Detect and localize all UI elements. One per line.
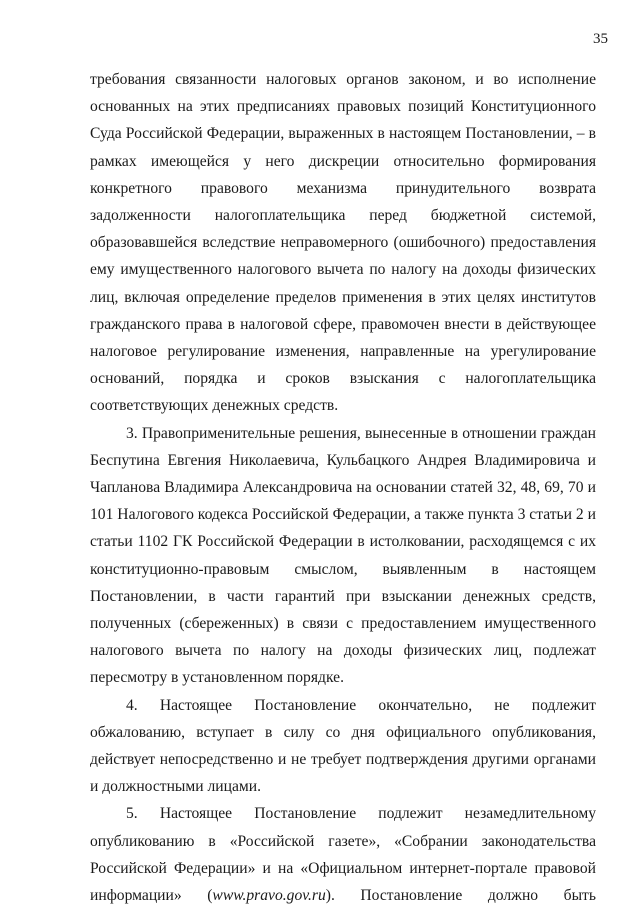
pravo-link[interactable]: www.pravo.gov.ru [212,887,326,905]
paragraph-3: 3. Правоприменительные решения, вынесенные в отношении граждан Беспутина Евгения Николаевича, Кульбацкого Андрея Владимировича и Чапланова Владимира Александровича на основании статей 32, 48, 69, 70 и 101 Налогового кодекса Российской Федерации, а также пункта 3 статьи 2 и статьи 1102 ГК Российской Федерации в истолковании, расходящемся с их конституционно-правовым смыслом, выявленным в настоящем Постановлении, в части гарантий при взыскании денежных средств, полученных (сбереженных) в связи с предоставлением имущественного налогового вычета по налогу на доходы физических лиц, подлежат пересмотру в установленном порядке. [90,424,596,687]
document-body [90,66,596,905]
page-number: 35 [593,31,608,47]
paragraph-4: 4. Настоящее Постановление окончательно, не подлежит обжалованию, вступает в силу со дня официального опубликования, действует непосредственно и не требует подтверждения другими органами и должностными лицами. [90,696,596,796]
paragraph-continued: требования связанности налоговых органов законом, и во исполнение основанных на этих предписаниях правовых позиций Конституционного Суда Российской Федерации, выраженных в настоящем Постановлении, – в рамках имеющейся у него дискреции относительно формирования конкретного правового механизма принудительного возврата задолженности налогоплательщика перед бюджетной системой, образовавшейся вследствие неправомерного (ошибочного) предоставления ему имущественного налогового вычета по налогу на доходы физических лиц, включая определение пределов применения в этих целях институтов гражданского права в налоговой сфере, правомочен внести в действующее налоговое регулирование изменения, направленные на урегулирование оснований, порядка и сроков взыскания с налогоплательщика соответствующих денежных средств. [90,71,596,415]
paragraph-5-tail: ). Постановление должно быть [325,887,596,905]
paragraph-5-text: 5. Настоящее Постановление подлежит незамедлительному опубликованию в «Российской газете», «Собрании законодательства Российской Федерации» и на «Официальном интернет-портале правовой информации» ( [90,805,596,905]
paragraph-5 [90,800,596,905]
